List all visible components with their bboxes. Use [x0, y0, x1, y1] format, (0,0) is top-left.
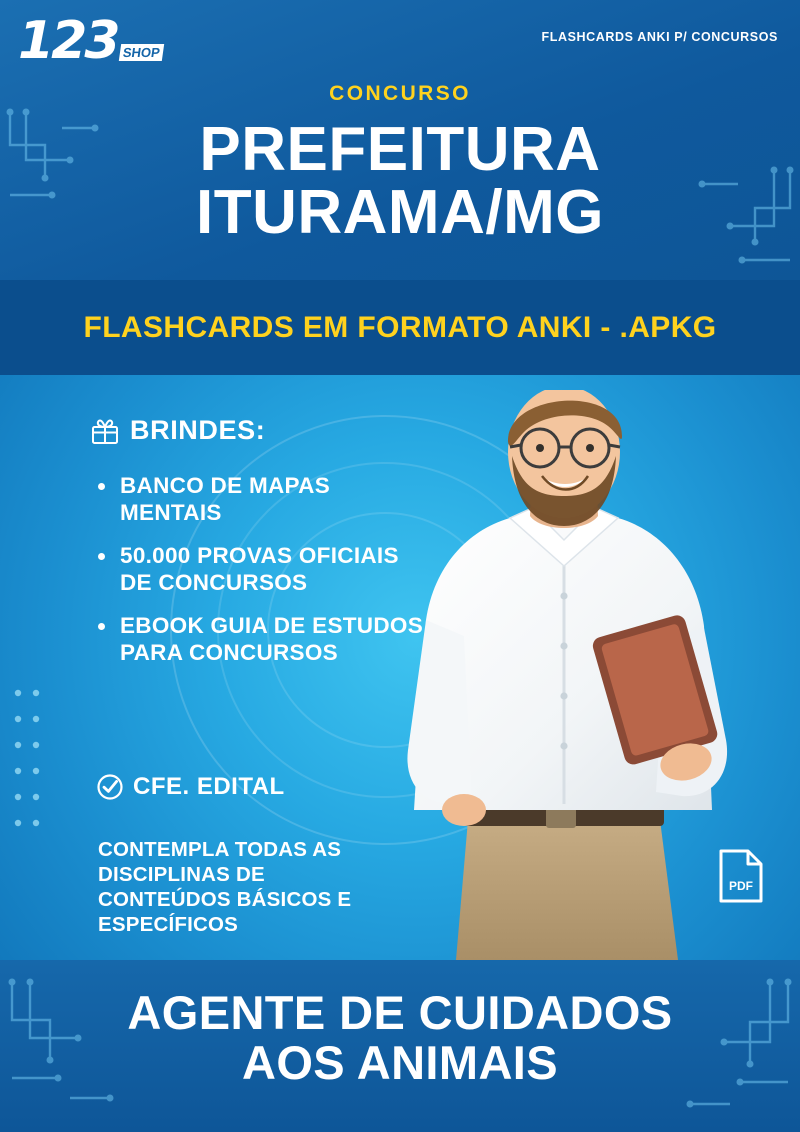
gifts-heading	[90, 415, 265, 446]
role-title	[0, 988, 800, 1088]
kicker-label: CONCURSO	[329, 82, 471, 105]
dot-grid-decoration-icon	[10, 685, 50, 845]
format-band-text: FLASHCARDS EM FORMATO ANKI - .APKG	[83, 310, 717, 344]
role-title-line-2: AOS ANIMAIS	[241, 1035, 558, 1089]
format-band	[0, 280, 800, 375]
gifts-heading-label: BRINDES:	[130, 415, 266, 445]
list-item: BANCO DE MAPAS MENTAIS	[96, 473, 426, 526]
brand-logo[interactable]	[18, 11, 162, 71]
edital-heading	[96, 773, 285, 801]
pdf-file-icon[interactable]	[718, 848, 764, 904]
content-band	[0, 375, 800, 960]
check-circle-icon	[96, 773, 124, 801]
top-right-label: FLASHCARDS ANKI P/ CONCURSOS	[541, 30, 778, 44]
page-title-line-1: PREFEITURA	[199, 115, 601, 184]
list-item: 50.000 PROVAS OFICIAIS DE CONCURSOS	[96, 543, 426, 596]
role-title-line-1: AGENTE DE CUIDADOS	[127, 986, 673, 1039]
page-title	[0, 115, 800, 248]
page-title-line-2: ITURAMA/MG	[196, 178, 604, 248]
person-photo	[360, 390, 760, 960]
edital-heading-label: CFE. EDITAL	[133, 773, 285, 800]
gift-icon	[90, 416, 120, 446]
header-band	[0, 0, 800, 280]
pdf-badge-label: PDF	[729, 879, 753, 893]
brand-logo-suffix: SHOP	[118, 44, 163, 61]
footer-band	[0, 960, 800, 1132]
edital-description: CONTEMPLA TODAS AS DISCIPLINAS DE CONTEÚDOS BÁSICOS E ESPECÍFICOS	[98, 838, 352, 936]
brand-logo-number: 123	[18, 11, 118, 71]
list-item: EBOOK GUIA DE ESTUDOS PARA CONCURSOS	[96, 613, 426, 666]
